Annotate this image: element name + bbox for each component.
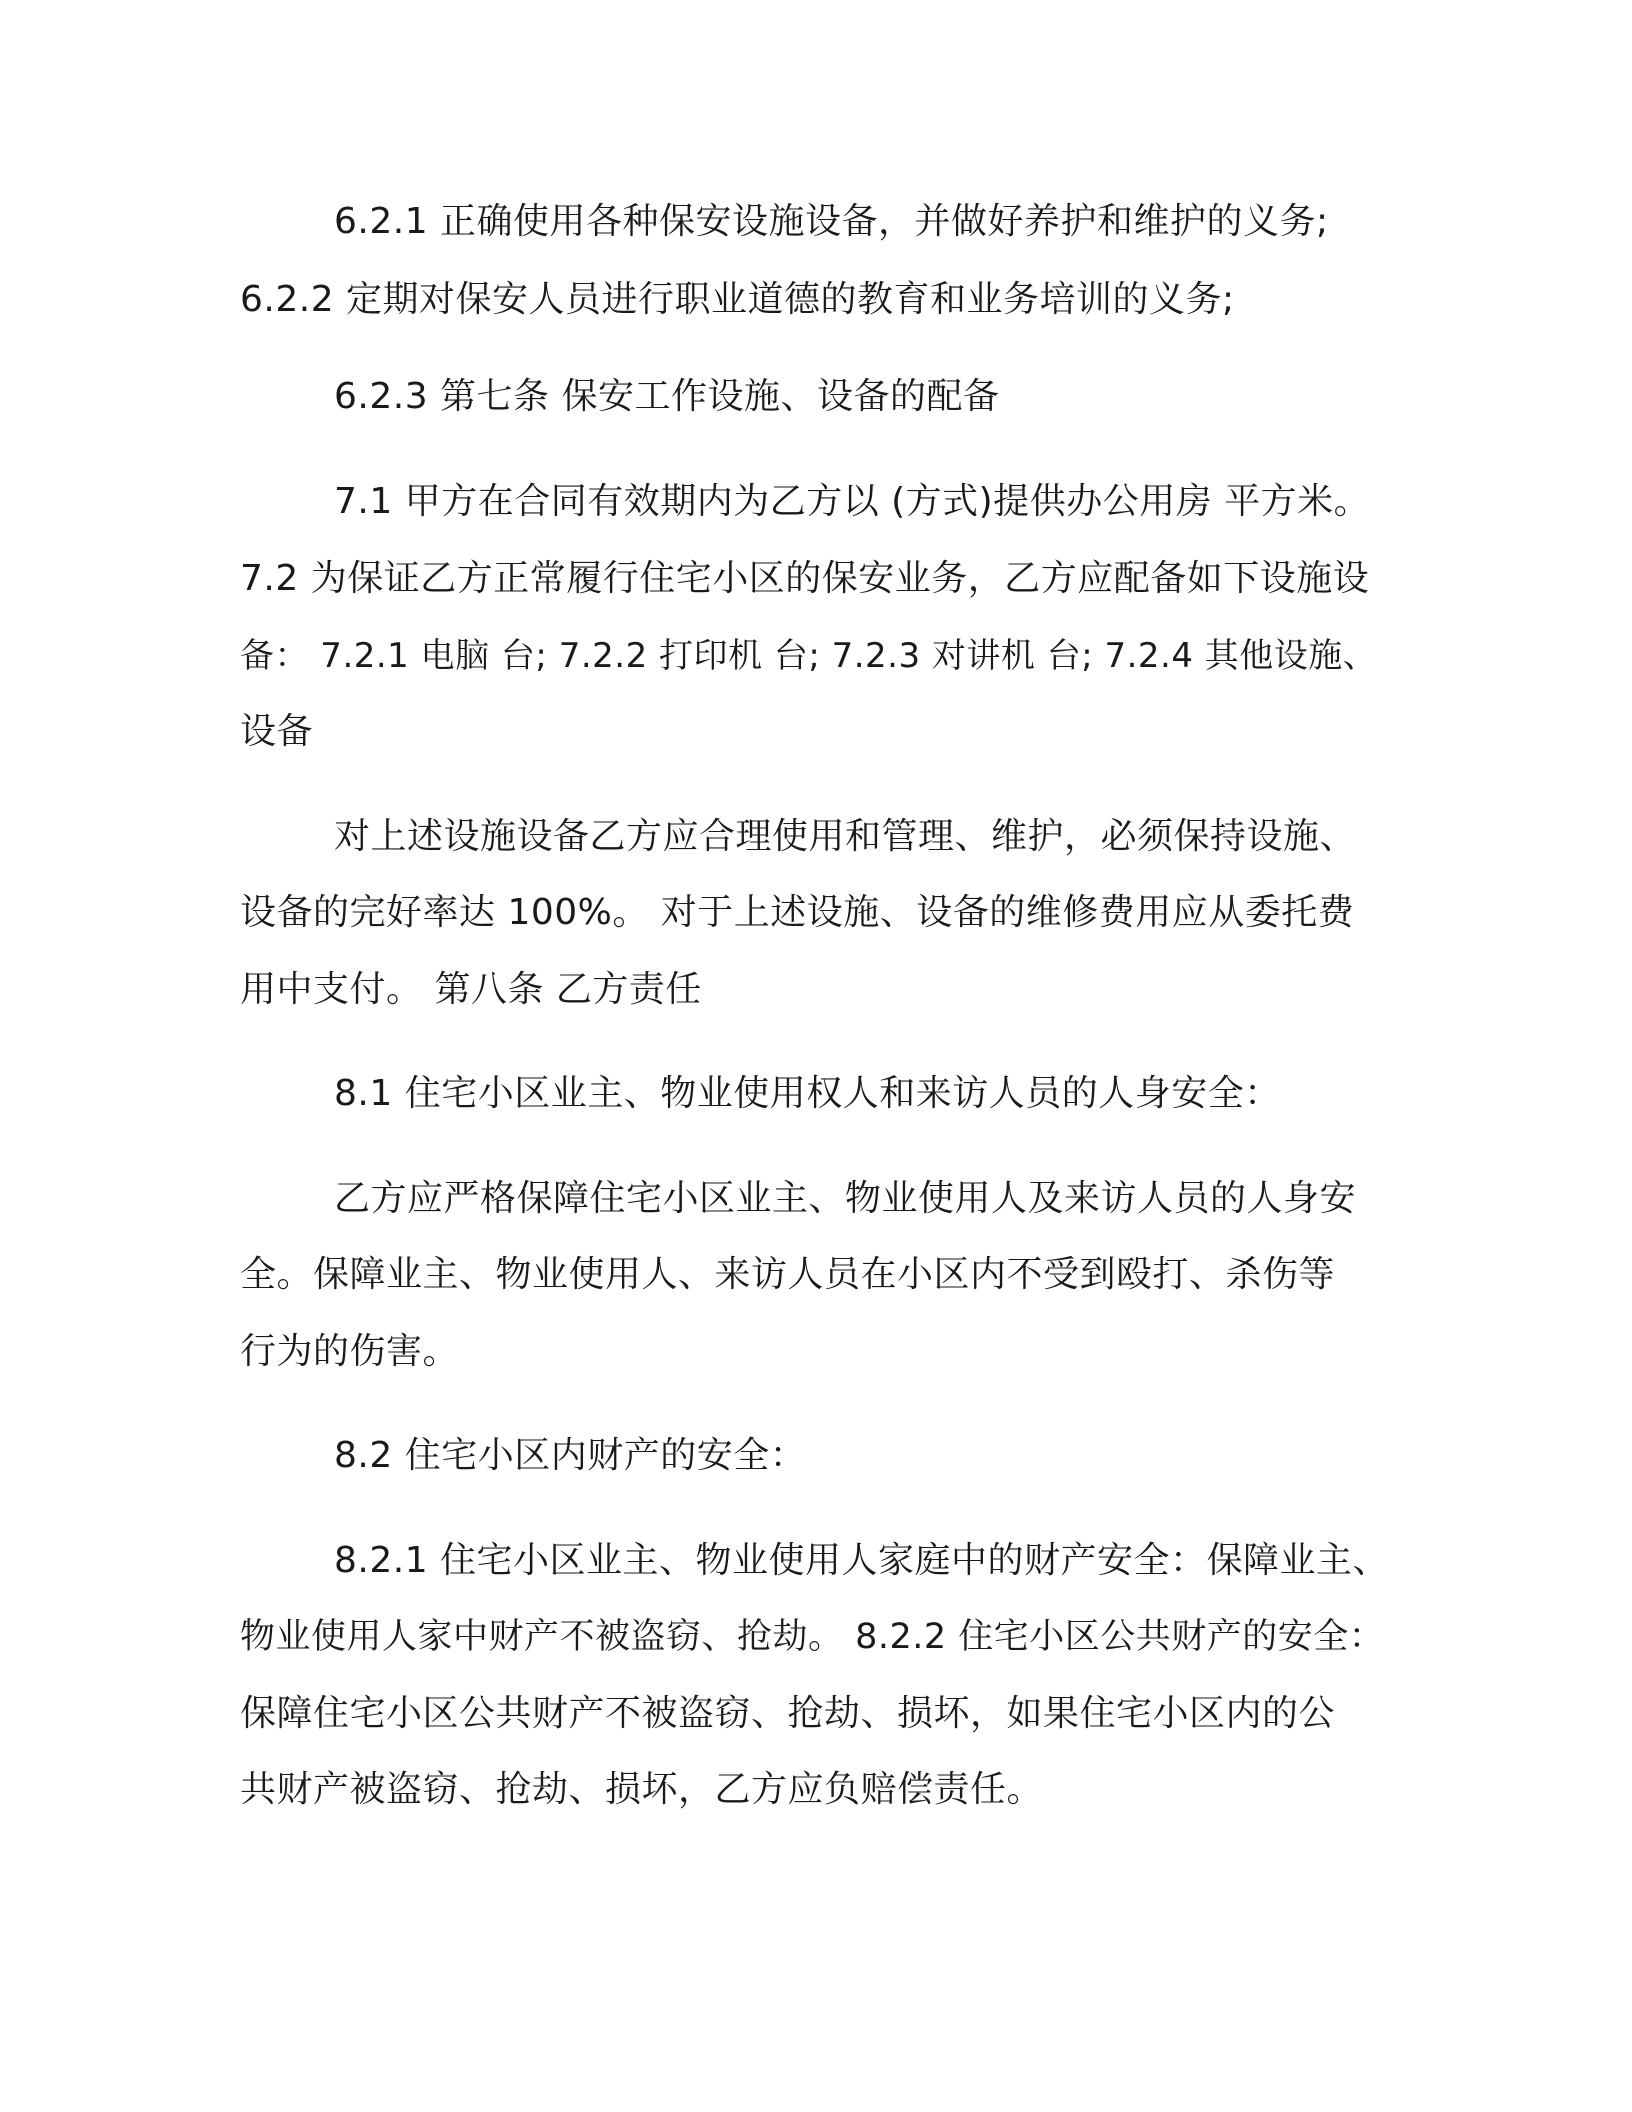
paragraph-personal-safety-line-2: 全。保障业主、物业使用人、来访人员在小区内不受到殴打、杀伤等 xyxy=(240,1254,1336,1295)
clause-6-2-1: 6.2.1 正确使用各种保安设施设备，并做好养护和维护的义务; xyxy=(334,201,1329,242)
paragraph-equipment-line-3: 用中支付。 第八条 乙方责任 xyxy=(240,969,702,1010)
paragraph-equipment-line-2: 设备的完好率达 100%。 对于上述设施、设备的维修费用应从委托费 xyxy=(240,892,1355,933)
clause-8-2-2-line-2: 共财产被盗窃、抢劫、损坏，乙方应负赔偿责任。 xyxy=(240,1769,1044,1810)
clause-8-1: 8.1 住宅小区业主、物业使用权人和来访人员的人身安全： xyxy=(334,1073,1281,1114)
clause-7-2-line-3: 设备 xyxy=(240,711,314,752)
paragraph-equipment-line-1: 对上述设施设备乙方应合理使用和管理、维护，必须保持设施、 xyxy=(334,816,1357,857)
clause-6-2-2: 6.2.2 定期对保安人员进行职业道德的教育和业务培训的义务; xyxy=(240,279,1235,320)
clause-7-1: 7.1 甲方在合同有效期内为乙方以 (方式)提供办公用房 平方米。 xyxy=(334,481,1371,522)
clause-8-2-2-line-1: 保障住宅小区公共财产不被盗窃、抢劫、损坏，如果住宅小区内的公 xyxy=(240,1693,1336,1734)
clause-7-2-line-2: 备： 7.2.1 电脑 台; 7.2.2 打印机 台; 7.2.3 对讲机 台; 7.2.4 其他设施、 xyxy=(240,636,1378,676)
clause-6-2-3: 6.2.3 第七条 保安工作设施、设备的配备 xyxy=(334,376,1000,417)
clause-7-2-line-1: 7.2 为保证乙方正常履行住宅小区的保安业务，乙方应配备如下设施设 xyxy=(240,558,1370,599)
clause-8-2-1-line-1: 8.2.1 住宅小区业主、物业使用人家庭中的财产安全：保障业主、 xyxy=(334,1540,1390,1581)
clause-8-2: 8.2 住宅小区内财产的安全： xyxy=(334,1435,807,1476)
paragraph-personal-safety-line-1: 乙方应严格保障住宅小区业主、物业使用人及来访人员的人身安 xyxy=(334,1178,1357,1219)
clause-8-2-1-line-2: 物业使用人家中财产不被盗窃、抢劫。 8.2.2 住宅小区公共财产的安全： xyxy=(240,1617,1385,1657)
paragraph-personal-safety-line-3: 行为的伤害。 xyxy=(240,1331,460,1372)
